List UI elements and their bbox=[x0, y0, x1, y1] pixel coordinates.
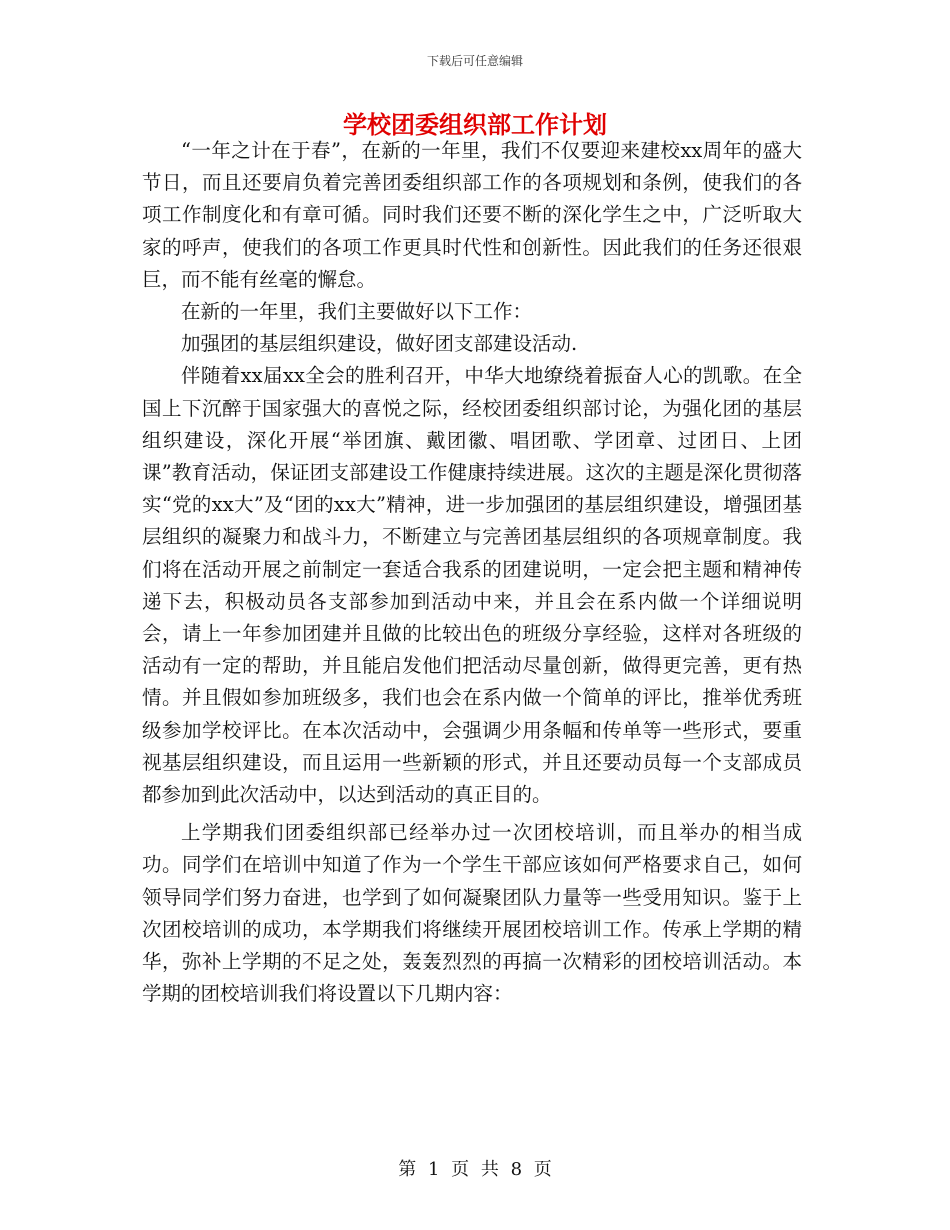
paragraph-section-heading: 加强团的基层组织建设，做好团支部建设活动. bbox=[181, 332, 578, 356]
document-title: 学校团委组织部工作计划 bbox=[343, 110, 607, 139]
page-number-footer: 第 1 页 共 8 页 bbox=[398, 1159, 552, 1180]
paragraph-intro: “一年之计在于春”，在新的一年里，我们不仅要迎来建校xx周年的盛大节日，而且还要肩负着完善团委组织部工作的各项规划和条例，使我们的各项工作制度化和有章可循。同时我们还要不断的深化学生之中，广泛听取大家的呼声，使我们的各项工作更具时代性和创新性。因此我们的任务还很艰巨，而不能有丝毫的懈怠。 bbox=[142, 139, 802, 291]
paragraph-branch-building: 伴随着xx届xx全会的胜利召开，中华大地缭绕着振奋人心的凯歌。在全国上下沉醉于国家强大的喜悦之际，经校团委组织部讨论，为强化团的基层组织建设，深化开展“举团旗、戴团徽、唱团歌、学团章、过团日、上团课”教育活动，保证团支部建设工作健康持续进展。这次的主题是深化贯彻落实“党的xx大”及“团的xx大”精神，进一步加强团的基层组织建设，增强团基层组织的凝聚力和战斗力，不断建立与完善团基层组织的各项规章制度。我们将在活动开展之前制定一套适合我系的团建说明，一定会把主题和精神传递下去，积极动员各支部参加到活动中来，并且会在系内做一个详细说明会，请上一年参加团建并且做的比较出色的班级分享经验，这样对各班级的活动有一定的帮助，并且能启发他们把活动尽量创新，做得更完善，更有热情。并且假如参加班级多，我们也会在系内做一个简单的评比，推举优秀班级参加学校评比。在本次活动中，会强调少用条幅和传单等一些形式，要重视基层组织建设，而且运用一些新颖的形式，并且还要动员每一个支部成员都参加到此次活动中，以达到活动的真正目的。 bbox=[142, 364, 802, 807]
paragraph-main-tasks: 在新的一年里，我们主要做好以下工作： bbox=[181, 300, 533, 324]
paragraph-training: 上学期我们团委组织部已经举办过一次团校培训，而且举办的相当成功。同学们在培训中知道了作为一个学生干部应该如何严格要求自己，如何领导同学们努力奋进，也学到了如何凝聚团队力量等一些受用知识。鉴于上次团校培训的成功，本学期我们将继续开展团校培训工作。传承上学期的精华，弥补上学期的不足之处，轰轰烈烈的再搞一次精彩的团校培训活动。本学期的团校培训我们将设置以下几期内容： bbox=[142, 821, 802, 1006]
document-body bbox=[142, 135, 802, 1010]
page-header: 下载后可任意编辑 bbox=[426, 54, 523, 68]
